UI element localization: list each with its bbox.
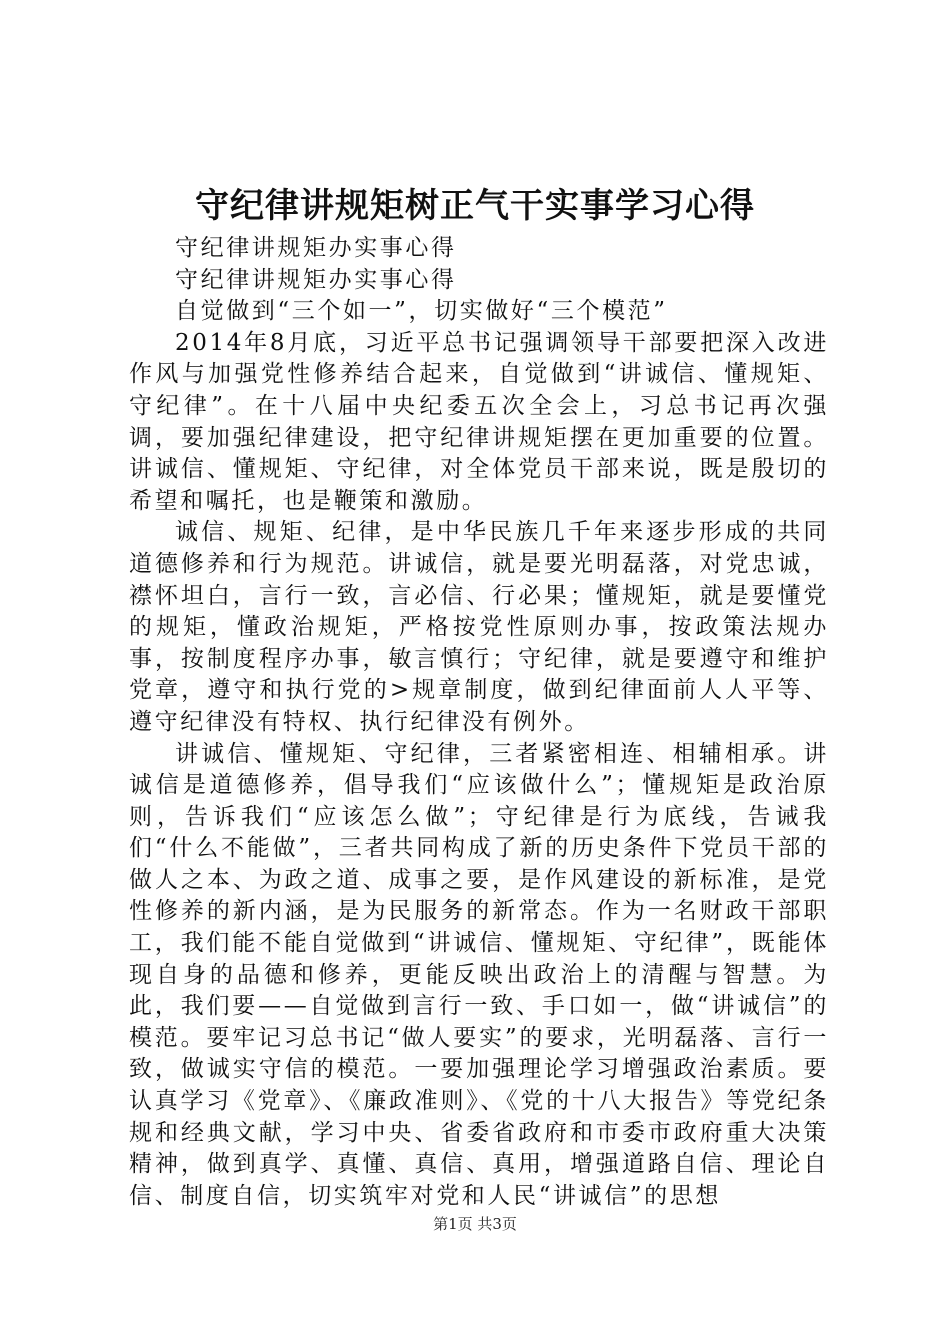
paragraph-3: 讲诚信、懂规矩、守纪律，三者紧密相连、相辅相承。讲诚信是道德修养，倡导我们“应该做什么”；懂规矩是政治原则，告诉我们“应该怎么做”；守纪律是行为底线，告诫我们“什么不能做”，三者共同构成了新的历史条件下党员干部的做人之本、为政之道、成事之要，是作风建设的新标准，是党性修养的新内涵，是为民服务的新常态。作为一名财政干部职工，我们能不能自觉做到“讲诚信、懂规矩、守纪律”，既能体现自身的品德和修养，更能反映出政治上的清醒与智慧。为此，我们要——自觉做到言行一致、手口如一，做“讲诚信”的模范。要牢记习总书记“做人要实”的要求，光明磊落、言行一致，做诚实守信的模范。一要加强理论学习增强政治素质。要认真学习《党章》、《廉政准则》、《党的十八大报告》等党纪条规和经典文献，学习中央、省委省政府和市委市政府重大决策精神，做到真学、真懂、真信、真用，增强道路自信、理论自信、制度自信，切实筑牢对党和人民“讲诚信”的思想: [129, 740, 829, 1209]
document-title: 守纪律讲规矩树正气干实事学习心得: [195, 186, 755, 226]
subtitle-line-1: 守纪律讲规矩办实事心得: [175, 235, 457, 261]
subtitle-line-2: 守纪律讲规矩办实事心得: [175, 266, 457, 293]
paragraph-1: 2014年8月底，习近平总书记强调领导干部要把深入改进作风与加强党性修养结合起来，自觉做到“讲诚信、懂规矩、守纪律”。在十八届中央纪委五次全会上，习总书记再次强调，要加强纪律建设，把守纪律讲规矩摆在更加重要的位置。讲诚信、懂规矩、守纪律，对全体党员干部来说，既是殷切的希望和嘱托，也是鞭策和激励。: [129, 329, 829, 514]
section-heading: 自觉做到“三个如一”，切实做好“三个模范”: [175, 298, 668, 325]
paragraph-2: 诚信、规矩、纪律，是中华民族几千年来逐步形成的共同道德修养和行为规范。讲诚信，就是要光明磊落，对党忠诚，襟怀坦白，言行一致，言必信、行必果；懂规矩，就是要懂党的规矩，懂政治规矩，严格按党性原则办事，按政策法规办事，按制度程序办事，敏言慎行；守纪律，就是要遵守和维护党章，遵守和执行党的>规章制度，做到纪律面前人人平等、遵守纪律没有特权、执行纪律没有例外。: [129, 519, 829, 735]
document-body: [129, 233, 829, 1212]
page-number-footer: 第1页 共3页: [433, 1215, 517, 1233]
